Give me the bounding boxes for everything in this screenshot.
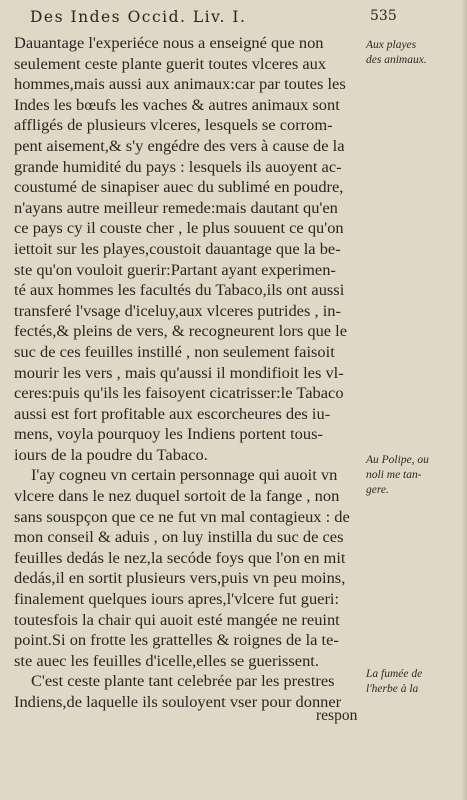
text-line: ceres:puis qu'ils les faisoyent cicatrisser:le Tabaco bbox=[14, 385, 344, 403]
text-line: ste auec les feuilles d'icelle,elles se guerissent. bbox=[14, 652, 319, 670]
catchword: respon bbox=[316, 707, 358, 724]
marginal-note-line: l'herbe à la bbox=[366, 683, 419, 695]
text-line: ste qu'on vouloit guerir:Partant ayant experimen- bbox=[14, 261, 336, 279]
text-line: vlcere dans le nez duquel sortoit de la fange , non bbox=[14, 488, 340, 506]
text-line: finalement quelques iours apres,l'vlcere fut gueri: bbox=[14, 591, 340, 609]
page-number: 535 bbox=[370, 8, 397, 24]
main-text bbox=[14, 34, 350, 714]
text-line: aussi est fort profitable aux escorcheures des iu- bbox=[14, 405, 331, 423]
text-line: Indiens,de laquelle ils souloyent vser pour donner bbox=[14, 694, 342, 711]
text-line: seulement ceste plante guerit toutes vlceres aux bbox=[14, 55, 327, 73]
text-line: grande humidité du pays : lesquels ils auoyent ac- bbox=[14, 158, 342, 176]
text-line: point.Si on frotte les grattelles & roignes de la te- bbox=[14, 632, 339, 650]
text-line: té aux hommes les facultés du Tabaco,ils ont aussi bbox=[14, 282, 345, 300]
text-line: Dauantage l'experiéce nous a enseigné que non bbox=[14, 35, 324, 52]
marginal-note-line: noli me tan- bbox=[366, 469, 422, 481]
marginal-note-line: Aux playes bbox=[366, 39, 417, 51]
marginal-note-smoke bbox=[366, 667, 422, 697]
marginal-note-line: gere. bbox=[366, 484, 389, 496]
text-line: toutesfois la chair qui auoit esté mangée ne reuint bbox=[14, 611, 340, 629]
text-line: hommes,mais aussi aux animaux:car par toutes les bbox=[14, 76, 346, 94]
marginal-note-animals bbox=[366, 38, 427, 68]
text-line: feuilles dedás le nez,la secóde foys que l'on en mit bbox=[14, 549, 346, 567]
text-line: sans souspçon que ce ne fut vn mal contagieux : de bbox=[14, 508, 350, 526]
text-line: mourir les vers , mais qu'aussi il mondifioit les vl- bbox=[14, 364, 344, 382]
text-line: pent aisement,& s'y engédre des vers à cause de la bbox=[14, 137, 345, 155]
text-line: suc de ces feuilles instillé , non seulement faisoit bbox=[14, 343, 335, 361]
text-line: mens, voyla pourquoy les Indiens portent tous- bbox=[14, 426, 323, 444]
text-line: iours de la poudre du Tabaco. bbox=[14, 446, 208, 464]
marginal-note-line: des animaux. bbox=[366, 54, 427, 66]
text-line: affligés de plusieurs vlceres, lesquels se corrom- bbox=[14, 117, 333, 135]
text-line: ce pays cy il couste cher , le plus souuent ce qu'on bbox=[14, 220, 344, 238]
page-fold-shadow bbox=[461, 0, 467, 800]
marginal-note-line: Au Polipe, ou bbox=[366, 454, 429, 466]
text-line: transferé l'vsage d'iceluy,aux vlceres putrides , in- bbox=[14, 302, 341, 320]
marginal-note-line: La fumée de bbox=[366, 668, 423, 680]
text-line: Indes les bœufs les vaches & autres animaux sont bbox=[14, 96, 340, 114]
running-header: Des Indes Occid. Liv. I. bbox=[30, 8, 247, 26]
text-line: iettoit sur les playes,coustoit dauantage que la be- bbox=[14, 240, 341, 258]
text-line: dedás,il en sortit plusieurs vers,puis vn peu moins, bbox=[14, 570, 346, 588]
text-line: coustumé de sinapiser auec du sublimé en poudre, bbox=[14, 179, 344, 197]
text-line: C'est ceste plante tant celebrée par les prestres bbox=[30, 673, 335, 691]
text-line: mon conseil & aduis , on luy instilla du suc de ces bbox=[14, 529, 344, 547]
text-line: fectés,& pleins de vers, & recogneurent lors que le bbox=[14, 323, 348, 341]
marginal-note-polyp bbox=[366, 453, 429, 498]
text-line: n'ayans autre meilleur remede:mais dautant qu'en bbox=[14, 199, 338, 217]
text-line: I'ay cogneu vn certain personnage qui auoit vn bbox=[30, 467, 338, 485]
